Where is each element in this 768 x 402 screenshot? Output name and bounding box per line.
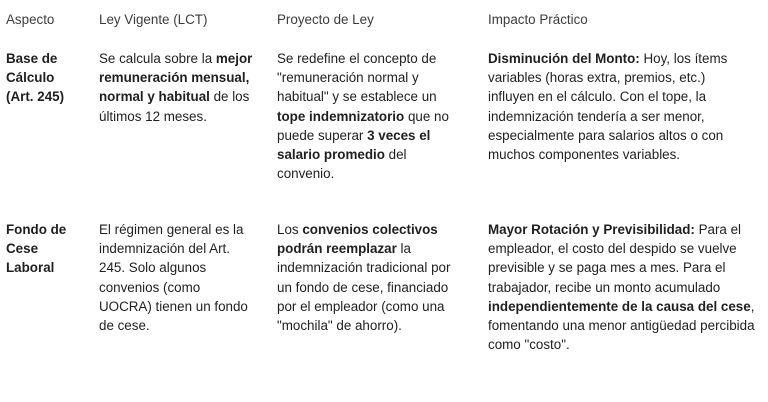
bold-text: mejor remuneración mensual, normal y habitual [99, 51, 253, 105]
row-cell-proyecto [277, 49, 462, 183]
row-cell-lct [99, 49, 261, 126]
cell-text: que no puede superar [277, 108, 449, 143]
cell-text: Se redefine el concepto de "remuneración normal y habitual" y se establece un [277, 51, 437, 105]
bold-text: Mayor Rotación y Previsibilidad: [488, 222, 695, 237]
cell-text: la indemnización tradicional por un fondo de cese, financiado por el empleador (como una "mochila" de ahorro). [277, 241, 451, 334]
row-aspect: Fondo de Cese Laboral [6, 222, 67, 276]
row-aspect: Base de Cálculo (Art. 245) [6, 51, 65, 105]
row-cell-impacto [488, 49, 750, 164]
cell-text: , fomentando una menor antigüedad percibida como "costo". [488, 298, 755, 353]
cell-text: El régimen general es la indemnización del Art. 245. Solo algunos convenios (como UOCRA) tienen un fondo de cese. [99, 222, 248, 334]
header-ley-vigente: Ley Vigente (LCT) [99, 12, 208, 27]
row-cell-lct [99, 220, 255, 335]
header-proyecto: Proyecto de Ley [277, 12, 374, 27]
bold-text: Disminución del Monto: [488, 51, 640, 66]
cell-text: Los [277, 222, 303, 237]
row-cell-proyecto [277, 220, 462, 335]
header-aspecto: Aspecto [6, 12, 55, 27]
cell-text: Hoy, los ítems variables (horas extra, premios, etc.) influyen en el cálculo. Con el tope, la indemnización tendería a ser menor, especialmente para salarios altos o con muchos componentes variables. [488, 51, 728, 163]
bold-text: 3 veces el salario promedio [277, 127, 431, 163]
cell-text: Para el empleador, el costo del despido se vuelve previsible y se paga mes a mes. Para el trabajador, recibe un monto acumulado [488, 222, 742, 295]
cell-text: de los últimos 12 meses. [99, 89, 250, 124]
bold-text: tope indemnizatorio [277, 108, 405, 124]
bold-text: convenios colectivos podrán reemplazar [277, 222, 438, 257]
bold-text: independientemente de la causa del cese [488, 298, 751, 314]
header-impacto: Impacto Práctico [488, 12, 588, 27]
cell-text: Se calcula sobre la [99, 51, 216, 66]
cell-text: del convenio. [277, 147, 407, 182]
row-cell-impacto [488, 220, 760, 354]
